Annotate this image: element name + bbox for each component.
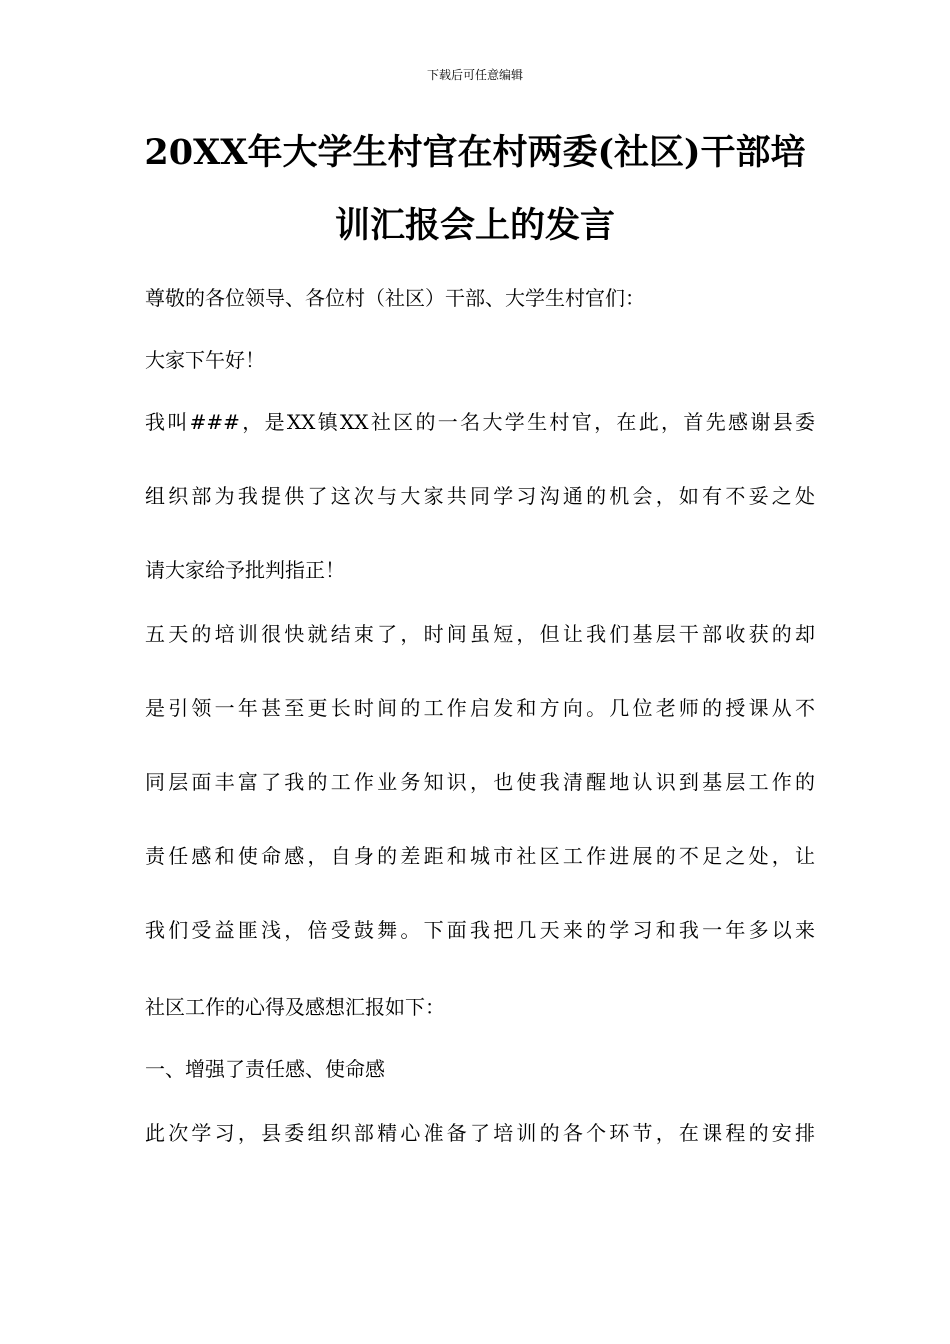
- paragraph-3-line-1: 此次学习，县委组织部精心准备了培训的各个环节，在课程的安排: [145, 1121, 815, 1145]
- greeting: 大家下午好！: [145, 348, 265, 372]
- paragraph-2-line-4: 责任感和使命感，自身的差距和城市社区工作进展的不足之处，让: [145, 844, 815, 868]
- document-title-line-2: 训汇报会上的发言: [334, 205, 615, 246]
- header-note: 下载后可任意编辑: [426, 68, 523, 82]
- paragraph-2-line-2: 是引领一年甚至更长时间的工作启发和方向。几位老师的授课从不: [145, 696, 815, 720]
- paragraph-1-line-3: 请大家给予批判指正！: [145, 558, 345, 582]
- paragraph-2-line-3: 同层面丰富了我的工作业务知识，也使我清醒地认识到基层工作的: [145, 770, 815, 794]
- paragraph-2-line-1: 五天的培训很快就结束了，时间虽短，但让我们基层干部收获的却: [145, 622, 815, 646]
- document-title-line-1: 20XX年大学生村官在村两委(社区)干部培: [144, 132, 806, 173]
- paragraph-1-line-2: 组织部为我提供了这次与大家共同学习沟通的机会，如有不妥之处: [145, 484, 815, 508]
- section-1-heading: 一、增强了责任感、使命感: [145, 1057, 385, 1081]
- paragraph-1-line-1: 我叫###，是XX镇XX社区的一名大学生村官，在此，首先感谢县委: [145, 410, 815, 434]
- paragraph-2-line-6: 社区工作的心得及感想汇报如下：: [145, 995, 445, 1019]
- salutation: 尊敬的各位领导、各位村（社区）干部、大学生村官们：: [145, 286, 645, 310]
- paragraph-2-line-5: 我们受益匪浅，倍受鼓舞。下面我把几天来的学习和我一年多以来: [145, 918, 815, 942]
